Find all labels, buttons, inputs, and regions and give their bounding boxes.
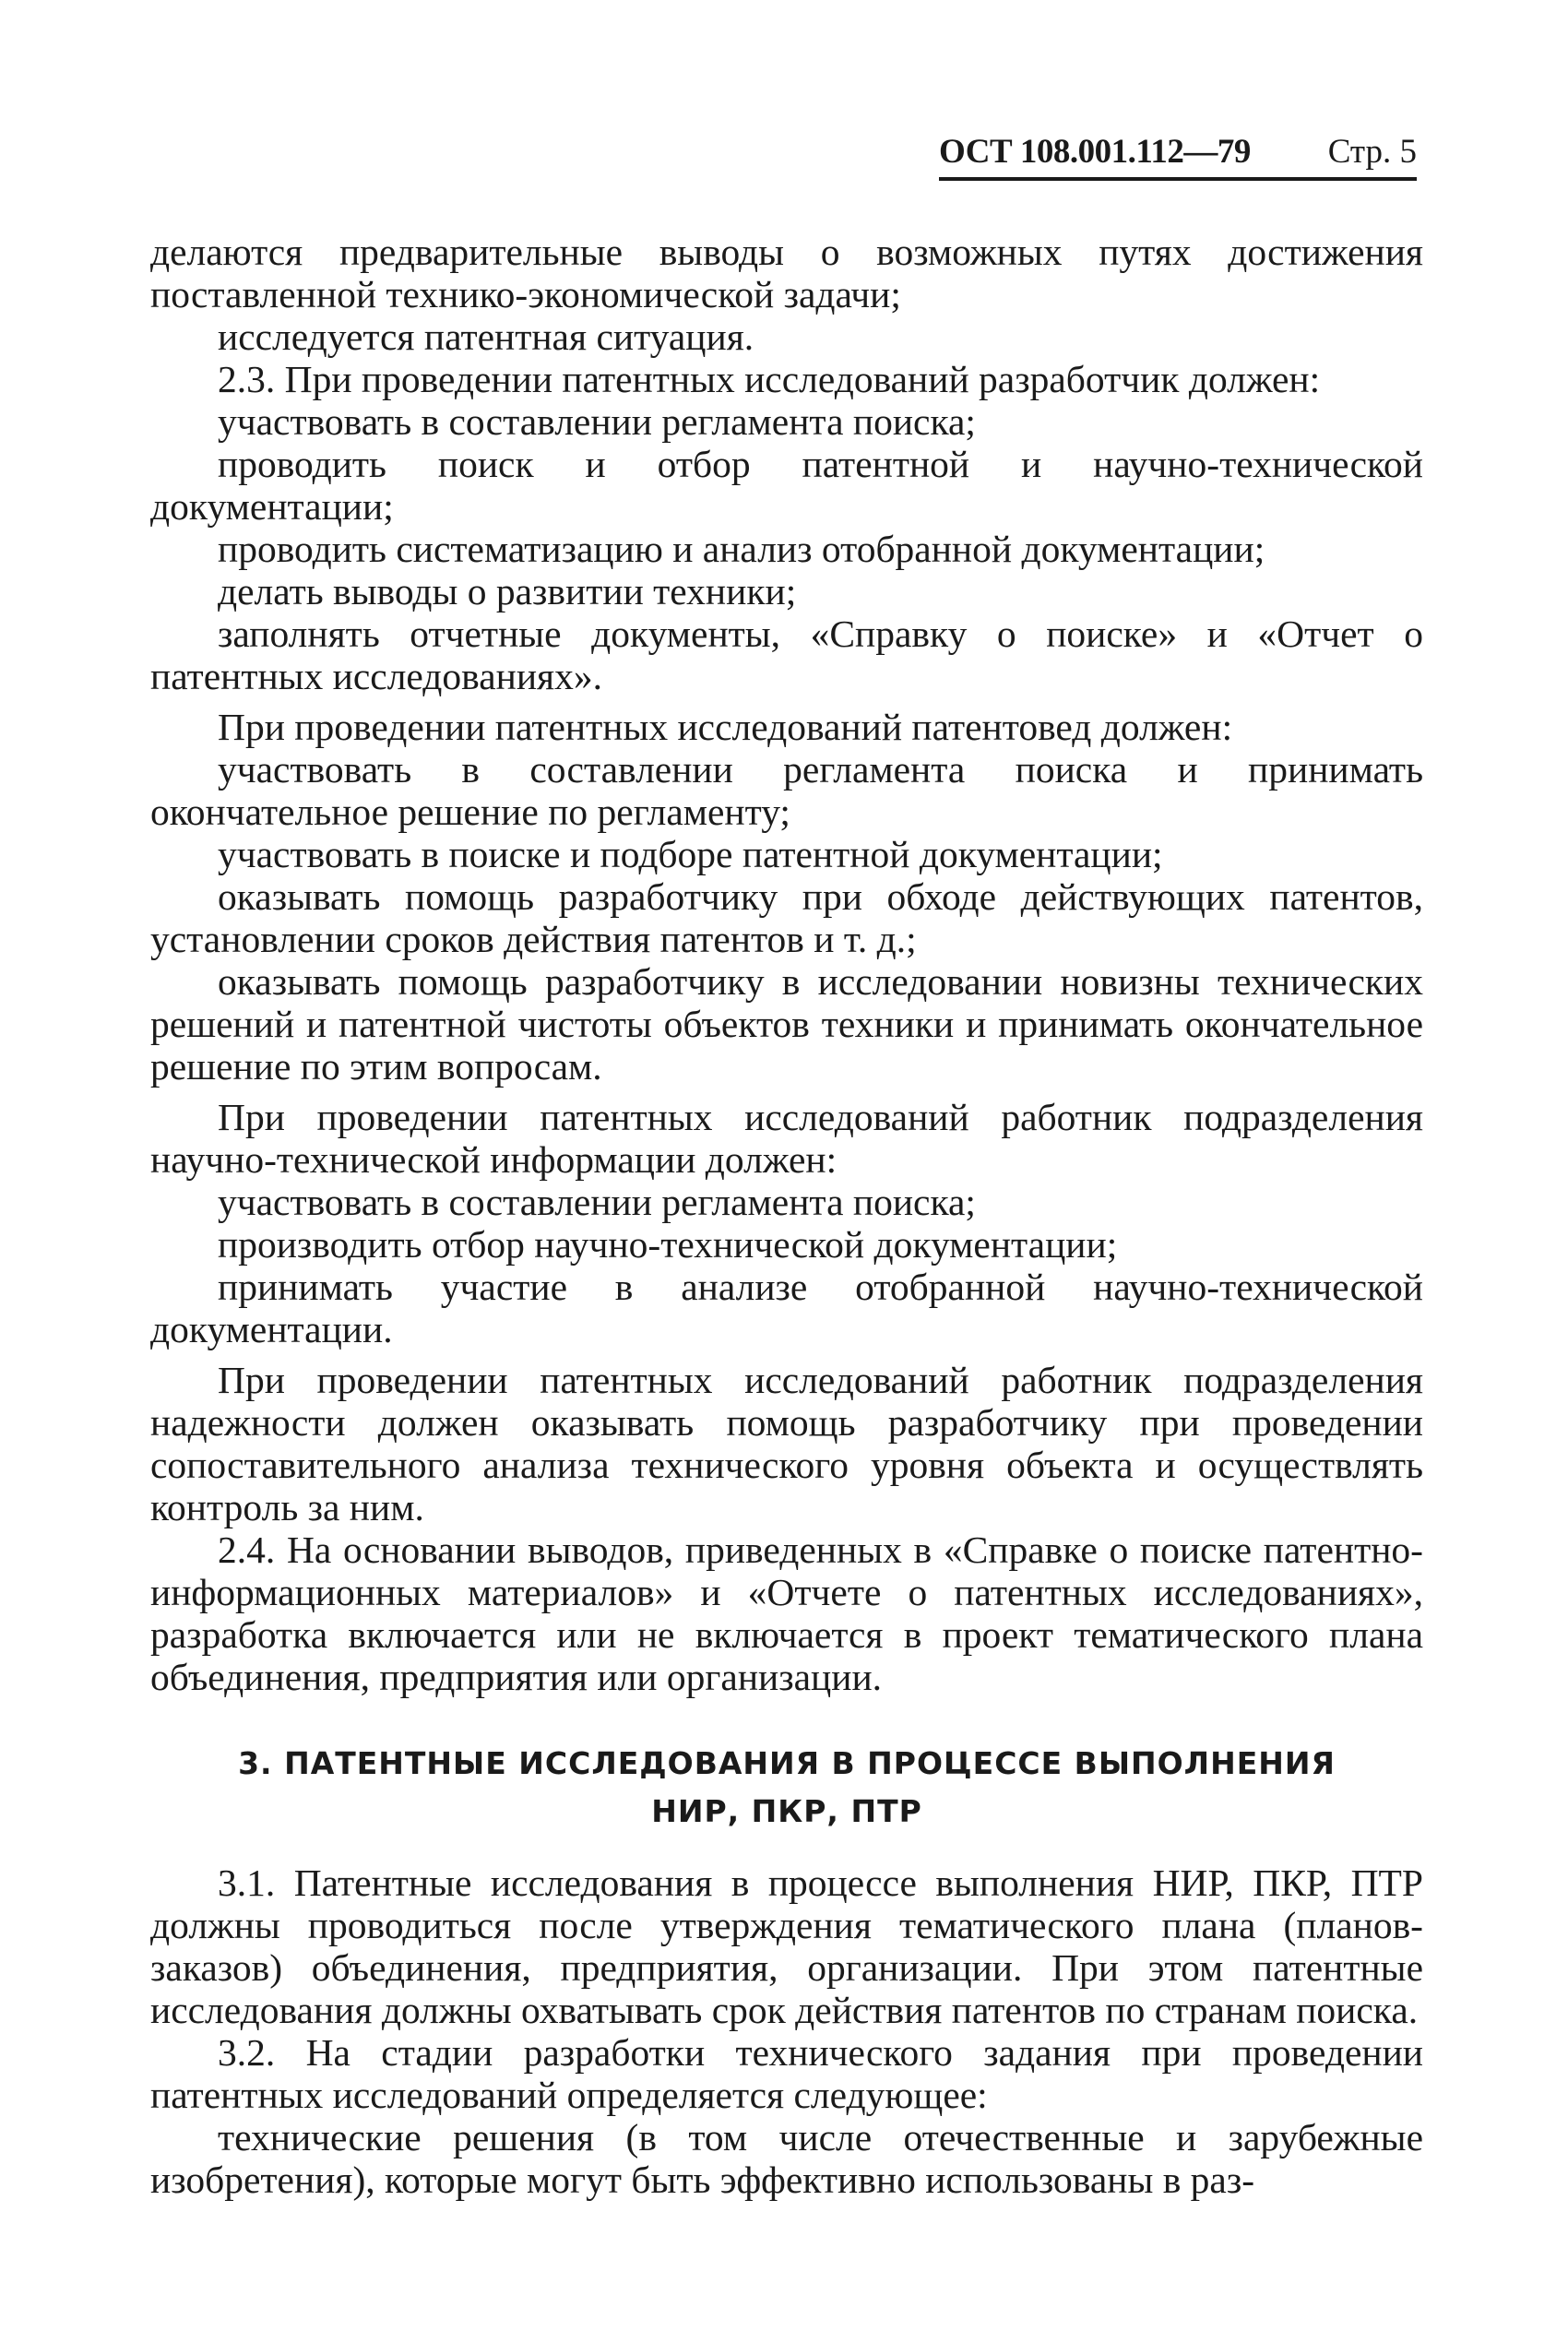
section-heading (150, 1740, 1423, 1836)
clause-3-2: 3.2. На стадии разработки технического задания при проведении патентных исследований определяется следующее: (150, 2031, 1423, 2116)
paragraph: При проведении патентных исследований патентовед должен: (218, 706, 1233, 748)
list-item: оказывать помощь разработчику при обходе действующих патентов, установлении сроков действия патентов и т. д.; (150, 875, 1423, 960)
paragraph: делаются предварительные выводы о возможных путях достижения поставленной технико-экономической задачи; (150, 231, 1423, 315)
list-item: участвовать в составлении регламента поиска и принимать окончательное решение по регламенту; (150, 748, 1423, 833)
clause-2-3: 2.3. При проведении патентных исследований разработчик должен: (218, 358, 1321, 400)
paragraph: технические решения (в том числе отечественные и зарубежные изобретения), которые могут быть эффективно использованы в раз- (150, 2116, 1423, 2201)
list-item: оказывать помощь разработчику в исследовании новизны технических решений и патентной чистоты объектов техники и принимать окончательное решение по этим вопросам. (150, 960, 1423, 1088)
list-item: проводить поиск и отбор патентной и научно-технической документации; (150, 443, 1423, 528)
list-item: участвовать в составлении регламента поиска; (218, 400, 976, 443)
list-item: принимать участие в анализе отобранной научно-технической документации. (150, 1266, 1423, 1350)
list-item: делать выводы о развитии техники; (218, 570, 797, 612)
section-heading-line-1: 3. ПАТЕНТНЫЕ ИССЛЕДОВАНИЯ В ПРОЦЕССЕ ВЫПОЛНЕНИЯ (238, 1745, 1336, 1781)
page-header (939, 131, 1417, 181)
list-item: участвовать в составлении регламента поиска; (218, 1181, 976, 1223)
list-item: заполнять отчетные документы, «Справку о поиске» и «Отчет о патентных исследованиях». (150, 612, 1423, 697)
section-heading-line-2: НИР, ПКР, ПТР (651, 1793, 922, 1829)
list-item: производить отбор научно-технической документации; (218, 1223, 1118, 1266)
list-item: проводить систематизацию и анализ отобранной документации; (218, 528, 1265, 570)
list-item: участвовать в поиске и подборе патентной документации; (218, 833, 1163, 875)
clause-2-4: 2.4. На основании выводов, приведенных в «Справке о поиске патентно-информационных материалов» и «Отчете о патентных исследованиях», разработка включается или не включается в проект тематического плана объединения, предприятия или организации. (150, 1528, 1423, 1698)
standard-number: ОСТ 108.001.112—79 (939, 133, 1251, 171)
clause-3-1: 3.1. Патентные исследования в процессе выполнения НИР, ПКР, ПТР должны проводиться после утверждения тематического плана (планов-заказов) объединения, предприятия, организации. При этом патентные исследования должны охватывать срок действия патентов по странам поиска. (150, 1861, 1423, 2031)
document-body (150, 231, 1423, 2201)
paragraph: исследуется патентная ситуация. (218, 315, 754, 358)
paragraph: При проведении патентных исследований работник подразделения надежности должен оказывать помощь разработчику при проведении сопоставительного анализа технического уровня объекта и осуществлять контроль за ним. (150, 1359, 1423, 1528)
page-number: Стр. 5 (1327, 133, 1417, 171)
paragraph: При проведении патентных исследований работник подразделения научно-технической информации должен: (150, 1096, 1423, 1181)
